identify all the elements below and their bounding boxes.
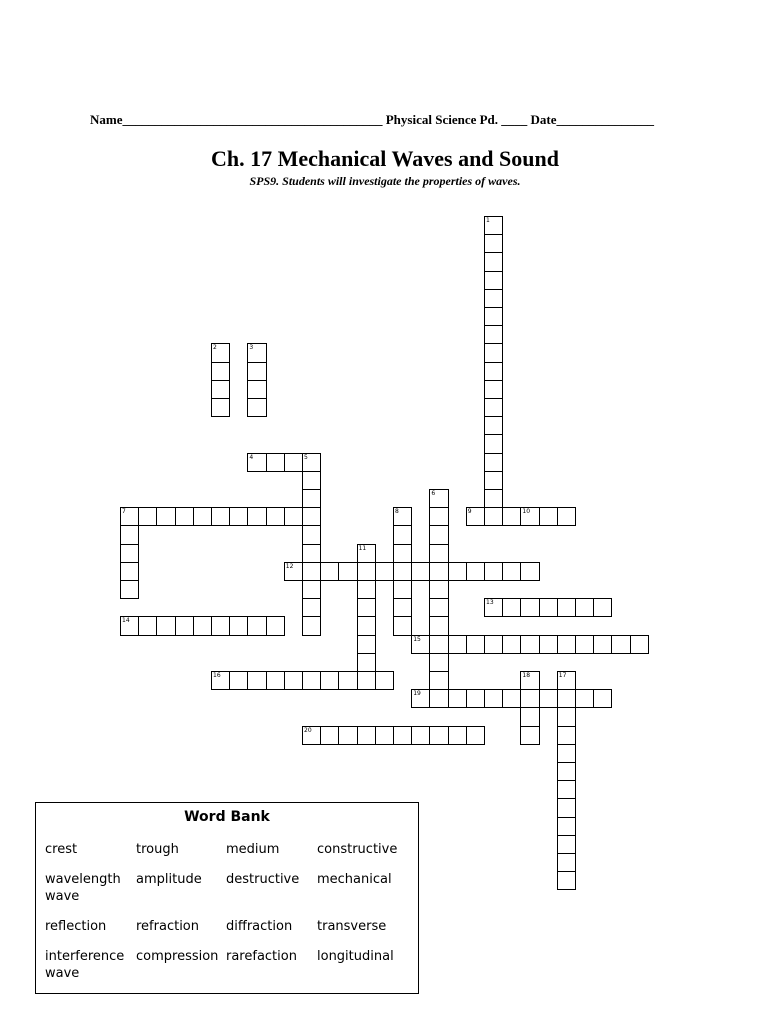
crossword-cell[interactable] <box>357 726 376 745</box>
crossword-cell[interactable] <box>429 544 448 563</box>
crossword-cell[interactable] <box>557 726 576 745</box>
crossword-cell[interactable] <box>557 853 576 872</box>
crossword-cell[interactable] <box>284 562 303 581</box>
crossword-cell[interactable] <box>393 562 412 581</box>
clue-number: 4 <box>249 453 254 461</box>
clue-number: 3 <box>249 344 254 352</box>
crossword-cell[interactable] <box>448 726 467 745</box>
crossword-cell[interactable] <box>266 671 285 690</box>
crossword-cell[interactable] <box>484 416 503 435</box>
crossword-cell[interactable] <box>393 507 412 526</box>
crossword-cell[interactable] <box>284 671 303 690</box>
crossword-cell[interactable] <box>466 635 485 654</box>
crossword-cell[interactable] <box>247 398 266 417</box>
crossword-cell[interactable] <box>429 635 448 654</box>
crossword-cell[interactable] <box>484 307 503 326</box>
crossword-cell[interactable] <box>429 507 448 526</box>
crossword-cell[interactable] <box>484 471 503 490</box>
crossword-cell[interactable] <box>320 562 339 581</box>
crossword-cell[interactable] <box>539 507 558 526</box>
crossword-cell[interactable] <box>539 598 558 617</box>
crossword-cell[interactable] <box>448 689 467 708</box>
clue-number: 16 <box>213 672 221 679</box>
crossword-cell[interactable] <box>375 562 394 581</box>
crossword-cell[interactable] <box>138 616 157 635</box>
crossword-cell[interactable] <box>557 871 576 890</box>
clue-number: 18 <box>522 672 531 679</box>
crossword-cell[interactable] <box>393 525 412 544</box>
crossword-cell[interactable] <box>302 671 321 690</box>
crossword-cell[interactable] <box>484 598 503 617</box>
crossword-cell[interactable] <box>247 507 266 526</box>
word-bank-title: Word Bank <box>184 809 270 825</box>
crossword-cell[interactable] <box>229 507 248 526</box>
crossword-cell[interactable] <box>429 598 448 617</box>
page-subtitle: SPS9. Students will investigate the properties of waves. <box>249 174 521 188</box>
word-bank-word: reflection <box>45 919 107 934</box>
crossword-cell[interactable] <box>211 362 230 381</box>
crossword-cell[interactable] <box>284 453 303 472</box>
crossword-cell[interactable] <box>302 544 321 563</box>
crossword-cell[interactable] <box>266 507 285 526</box>
crossword-cell[interactable] <box>484 362 503 381</box>
clue-number: 9 <box>467 508 472 516</box>
crossword-cell[interactable] <box>302 726 321 745</box>
crossword-cell[interactable] <box>393 616 412 635</box>
crossword-cell[interactable] <box>557 689 576 708</box>
crossword-cell[interactable] <box>120 562 139 581</box>
crossword-cell[interactable] <box>539 635 558 654</box>
crossword-cell[interactable] <box>557 707 576 726</box>
crossword-cell[interactable] <box>138 507 157 526</box>
crossword-cell[interactable] <box>193 616 212 635</box>
crossword-cell[interactable] <box>357 635 376 654</box>
crossword-cell[interactable] <box>411 562 430 581</box>
crossword-cell[interactable] <box>520 635 539 654</box>
clue-number: 10 <box>522 508 531 516</box>
crossword-cell[interactable] <box>429 726 448 745</box>
crossword-cell[interactable] <box>302 525 321 544</box>
word-bank-word: trough <box>136 842 179 857</box>
crossword-cell[interactable] <box>375 671 394 690</box>
crossword-cell[interactable] <box>411 635 430 654</box>
word-bank-word: mechanical <box>317 872 392 887</box>
crossword-cell[interactable] <box>393 726 412 745</box>
crossword-cell[interactable] <box>611 635 630 654</box>
crossword-cell[interactable] <box>575 598 594 617</box>
crossword-cell[interactable] <box>211 343 230 362</box>
crossword-cell[interactable] <box>502 507 521 526</box>
word-bank-word: constructive <box>317 842 398 857</box>
crossword-cell[interactable] <box>429 689 448 708</box>
crossword-cell[interactable] <box>557 762 576 781</box>
crossword-cell[interactable] <box>338 562 357 581</box>
crossword-cell[interactable] <box>593 598 612 617</box>
crossword-cell[interactable] <box>302 507 321 526</box>
crossword-cell[interactable] <box>484 343 503 362</box>
crossword-cell[interactable] <box>302 598 321 617</box>
crossword-cell[interactable] <box>484 289 503 308</box>
crossword-cell[interactable] <box>229 616 248 635</box>
clue-number: 19 <box>413 690 421 698</box>
crossword-cell[interactable] <box>357 580 376 599</box>
crossword-cell[interactable] <box>429 671 448 690</box>
word-bank-word: rarefaction <box>226 949 297 964</box>
crossword-cell[interactable] <box>484 635 503 654</box>
crossword-cell[interactable] <box>557 598 576 617</box>
crossword-cell[interactable] <box>484 489 503 508</box>
crossword-cell[interactable] <box>302 489 321 508</box>
crossword-cell[interactable] <box>247 343 266 362</box>
word-bank-word: refraction <box>136 919 199 934</box>
crossword-cell[interactable] <box>320 726 339 745</box>
crossword-cell[interactable] <box>557 780 576 799</box>
crossword-cell[interactable] <box>247 671 266 690</box>
crossword-cell[interactable] <box>520 562 539 581</box>
crossword-cell[interactable] <box>393 598 412 617</box>
crossword-cell[interactable] <box>302 580 321 599</box>
crossword-cell[interactable] <box>120 580 139 599</box>
crossword-cell[interactable] <box>302 471 321 490</box>
crossword-cell[interactable] <box>411 689 430 708</box>
clue-number: 8 <box>395 508 399 516</box>
clue-number: 12 <box>285 562 294 570</box>
crossword-cell[interactable] <box>302 453 321 472</box>
crossword-cell[interactable] <box>338 671 357 690</box>
crossword-cell[interactable] <box>466 689 485 708</box>
crossword-cell[interactable] <box>484 398 503 417</box>
crossword-cell[interactable] <box>484 271 503 290</box>
crossword-cell[interactable] <box>375 726 394 745</box>
crossword-cell[interactable] <box>466 726 485 745</box>
crossword-cell[interactable] <box>520 671 539 690</box>
clue-number: 7 <box>122 508 126 516</box>
crossword-cell[interactable] <box>520 689 539 708</box>
crossword-cell[interactable] <box>448 562 467 581</box>
clue-number: 11 <box>358 544 367 552</box>
crossword-cell[interactable] <box>211 616 230 635</box>
crossword-cell[interactable] <box>520 726 539 745</box>
crossword-cell[interactable] <box>193 507 212 526</box>
crossword-cell[interactable] <box>338 726 357 745</box>
word-bank-word: crest <box>45 842 78 857</box>
crossword-cell[interactable] <box>120 525 139 544</box>
crossword-cell[interactable] <box>357 598 376 617</box>
crossword-cell[interactable] <box>357 671 376 690</box>
crossword-cell[interactable] <box>120 616 139 635</box>
crossword-cell[interactable] <box>502 635 521 654</box>
crossword-cell[interactable] <box>539 689 558 708</box>
crossword-cell[interactable] <box>211 380 230 399</box>
crossword-cell[interactable] <box>484 689 503 708</box>
crossword-cell[interactable] <box>484 453 503 472</box>
crossword-cell[interactable] <box>520 707 539 726</box>
crossword-cell[interactable] <box>557 744 576 763</box>
crossword-cell[interactable] <box>575 689 594 708</box>
clue-number: 15 <box>413 635 421 643</box>
crossword-cell[interactable] <box>411 726 430 745</box>
crossword-cell[interactable] <box>247 616 266 635</box>
page-title: Ch. 17 Mechanical Waves and Sound <box>210 146 559 171</box>
clue-number: 20 <box>304 726 312 734</box>
crossword-cell[interactable] <box>557 835 576 854</box>
clue-number: 5 <box>304 453 308 461</box>
crossword-cell[interactable] <box>429 562 448 581</box>
crossword-cell[interactable] <box>175 507 194 526</box>
crossword-cell[interactable] <box>502 689 521 708</box>
clue-number: 14 <box>122 617 130 625</box>
crossword-cell[interactable] <box>266 453 285 472</box>
crossword-cell[interactable] <box>593 635 612 654</box>
crossword-cell[interactable] <box>593 689 612 708</box>
crossword-cell[interactable] <box>575 635 594 654</box>
crossword-cell[interactable] <box>484 234 503 253</box>
crossword-cell[interactable] <box>320 671 339 690</box>
crossword-cell[interactable] <box>357 562 376 581</box>
crossword-cell[interactable] <box>357 653 376 672</box>
crossword-cell[interactable] <box>520 507 539 526</box>
crossword-cell[interactable] <box>156 507 175 526</box>
clue-number: 13 <box>486 599 494 607</box>
crossword-cell[interactable] <box>557 507 576 526</box>
crossword-cell[interactable] <box>120 507 139 526</box>
crossword-cell[interactable] <box>484 434 503 453</box>
word-bank-word: amplitude <box>136 872 202 887</box>
crossword-cell[interactable] <box>429 653 448 672</box>
crossword-cell[interactable] <box>229 671 248 690</box>
word-bank-word: interference wave <box>45 949 125 981</box>
crossword-cell[interactable] <box>302 562 321 581</box>
word-bank-word: destructive <box>226 872 300 887</box>
crossword-cell[interactable] <box>247 362 266 381</box>
crossword-cell[interactable] <box>502 598 521 617</box>
crossword-cell[interactable] <box>247 453 266 472</box>
clue-number: 2 <box>213 344 217 352</box>
crossword-cell[interactable] <box>429 580 448 599</box>
crossword-cell[interactable] <box>284 507 303 526</box>
crossword-cell[interactable] <box>211 671 230 690</box>
crossword-cell[interactable] <box>247 380 266 399</box>
word-bank-word: diffraction <box>226 919 293 934</box>
word-bank-word: longitudinal <box>317 949 394 964</box>
crossword-cell[interactable] <box>393 544 412 563</box>
crossword-cell[interactable] <box>211 507 230 526</box>
crossword-cell[interactable] <box>484 252 503 271</box>
crossword-cell[interactable] <box>302 616 321 635</box>
crossword-cell[interactable] <box>429 489 448 508</box>
clue-number: 1 <box>486 217 490 224</box>
crossword-cell[interactable] <box>429 616 448 635</box>
word-bank-word: wavelength wave <box>45 872 121 904</box>
word-bank-word: compression <box>136 949 219 964</box>
clue-number: 17 <box>558 672 567 679</box>
crossword-cell[interactable] <box>557 798 576 817</box>
crossword-cell[interactable] <box>484 507 503 526</box>
crossword-cell[interactable] <box>357 544 376 563</box>
crossword-cell[interactable] <box>357 616 376 635</box>
crossword-cell[interactable] <box>557 635 576 654</box>
crossword-cell[interactable] <box>466 562 485 581</box>
crossword-cell[interactable] <box>484 325 503 344</box>
crossword-cell[interactable] <box>266 616 285 635</box>
crossword-cell[interactable] <box>557 671 576 690</box>
word-bank <box>35 802 419 994</box>
clue-number: 6 <box>431 490 436 497</box>
crossword-cell[interactable] <box>502 562 521 581</box>
crossword-cell[interactable] <box>520 598 539 617</box>
crossword-cell[interactable] <box>120 544 139 563</box>
word-bank-word: transverse <box>317 919 387 934</box>
crossword-cell[interactable] <box>393 580 412 599</box>
crossword-cell[interactable] <box>557 817 576 836</box>
crossword-cell[interactable] <box>211 398 230 417</box>
crossword-cell[interactable] <box>484 216 503 235</box>
name-period-date-line: Name________________________________________ Physical Science Pd. ____ Date_______________ <box>90 112 655 127</box>
crossword-cell[interactable] <box>175 616 194 635</box>
word-bank-word: medium <box>226 842 280 857</box>
crossword-cell[interactable] <box>484 380 503 399</box>
crossword-cell[interactable] <box>429 525 448 544</box>
crossword-cell[interactable] <box>630 635 649 654</box>
crossword-cell[interactable] <box>484 562 503 581</box>
crossword-cell[interactable] <box>448 635 467 654</box>
crossword-cell[interactable] <box>156 616 175 635</box>
crossword-cell[interactable] <box>466 507 485 526</box>
